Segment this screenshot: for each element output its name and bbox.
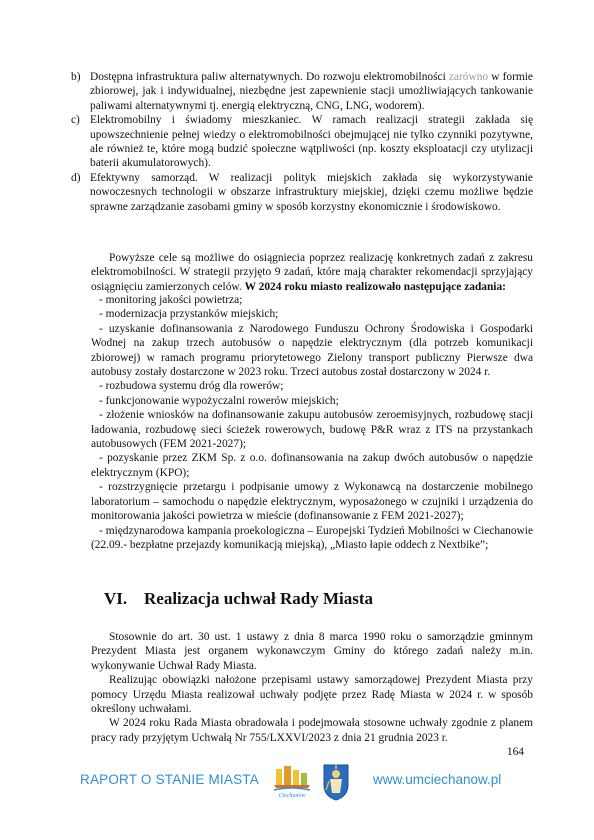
task-item: - międzynarodowa kampania proekologiczna – Europejski Tydzień Mobilności w Ciechanowie (22.09.- bezpłatne przejazdy komunikacją miejską), „Miasto łapie oddech z Nextbike”; [91,524,533,551]
task-item: - uzyskanie dofinansowania z Narodowego Funduszu Ochrony Środowiska i Gospodarki Wodnej na zakup trzech autobusów o napędzie elektrycznym (dla potrzeb komunikacji zbiorowej) w ramach programu priorytetowego Zielony transport publiczny Pierwsze dwa autobusy zostały dostarczone w 2023 roku. Trzeci autobus został dostarczony w 2024 r. [91,322,533,379]
body-paragraph: Stosownie do art. 30 ust. 1 ustawy z dnia 8 marca 1990 roku o samorządzie gminnym Prezydent Miasta jest organem wykonawczym Gminy do którego zadań należy m.in. wykonywanie Uchwał Rady Miasta. [91,631,533,672]
footer-report-title: RAPORT O STANIE MIASTA [80,772,259,787]
page-footer [0,760,594,800]
page-number: 164 [506,746,524,758]
list-text-cont: w formie zbiorowej, jak i indywidualnej, niezbędne jest zapewnienie stacji umożliwiających tankowanie paliwami alternatywnymi tj. energią elektryczną, CNG, LNG, wodorem). [90,71,533,112]
intro-paragraph [91,251,533,294]
section-body [91,630,533,745]
list-item [71,171,533,214]
task-item: - modernizacja przystanków miejskich; [99,308,279,321]
list-marker: b) [71,71,81,83]
task-item: - funkcjonowanie wypożyczalni rowerów miejskich; [99,394,339,407]
task-item: - rozbudowa systemu dróg dla rowerów; [99,380,284,393]
city-crest-icon [322,763,350,801]
list-text: Elektromobilny i świadomy mieszkaniec. W ramach realizacji strategii zakłada się upowszechnienie pełnej wiedzy o elektromobilności obejmującej nie tylko czynniki pozytywne, ale również te, które mogą budzić społeczne wątpliwości (np. koszty eksploatacji czy utylizacji baterii akumulatorowych). [90,114,533,170]
list-marker: d) [71,171,81,184]
task-item: - rozstrzygnięcie przetargu i podpisanie umowy z Wykonawcą na dostarczenie mobilnego laboratorium – samochodu o napędzie elektrycznym, wyposażonego w czujniki i urządzenia do monitorowania jakości powietrza w mieście (dofinansowanie z FEM 2021-2027); [91,481,533,523]
section-heading [104,589,374,608]
task-item: - złożenie wniosków na dofinansowanie zakupu autobusów zeroemisyjnych, rozbudowę stacji ładowania, rozbudowę sieci ścieżek rowerowych, budowę P&R wraz z ITS na przystankach autobusowych (FEM 2021-2027); [91,409,533,451]
footer-website: www.umciechanow.pl [373,772,502,787]
body-paragraph: Realizując obowiązki nałożone przepisami ustawy samorządowej Prezydent Miasta przy pomocy Urzędu Miasta realizował uchwały podjęte przez Radę Miasta w 2024 r. w sposób określony uchwałami. [91,674,533,716]
intro-text: Powyższe cele są możliwe do osiągniecia poprzez realizację konkretnych zadań z zakresu elektromobilności. W strategii przyjęto 9 zadań, które mają charakter rekomendacji sprzyjający osiągnięciu zamierzonych celów. [91,252,533,293]
task-item: - pozyskanie przez ZKM Sp. z o.o. dofinansowania na zakup dwóch autobusów o napędzie elektrycznym (KPO); [91,452,533,479]
list-text: Efektywny samorząd. W realizacji polityk miejskich zakłada się wykorzystywanie nowoczesnych technologii w obszarze infrastruktury miejskiej, dzięki czemu możliwe będzie sprawne zarządzanie zasobami gminy w sposób korzystny ekonomicznie i środowiskowo. [90,171,533,213]
section-title: Realizacja uchwał Rady Miasta [144,589,374,608]
list-item [71,70,533,113]
objectives-list [71,70,533,214]
list-item [71,113,533,171]
city-logo-icon [270,764,314,800]
body-paragraph: W 2024 roku Rada Miasta obradowała i podejmowała stosowne uchwały zgodnie z planem pracy rady przyjętym Uchwałą Nr 755/LXXVI/2023 z dnia 21 grudnia 2023 r. [91,717,533,744]
list-text: Dostępna infrastruktura paliw alternatywnych. Do rozwoju elektromobilności [90,71,446,83]
list-text-faded: zarówno [445,71,489,83]
list-marker: c) [71,114,80,127]
task-item: - monitoring jakości powietrza; [99,294,243,306]
city-logo-text: Ciechanów [278,793,306,799]
task-list [91,293,533,552]
section-number: VI. [104,589,128,608]
intro-bold: W 2024 roku miasto realizowało następujące zadania: [244,280,506,293]
